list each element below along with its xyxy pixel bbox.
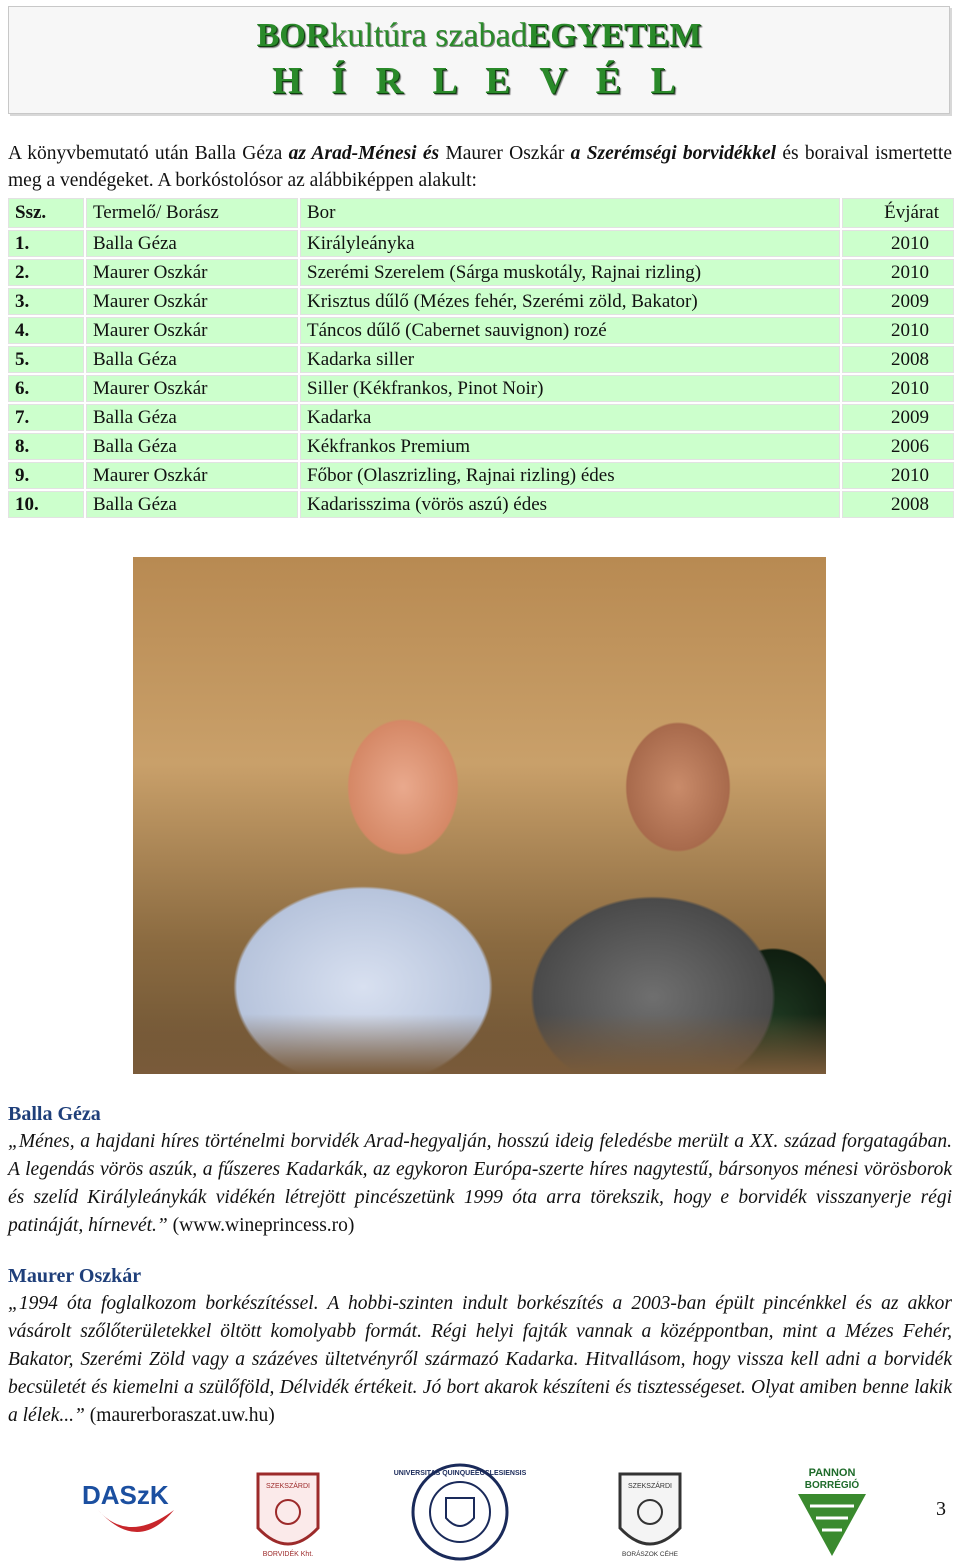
row-producer: Maurer Oszkár (86, 462, 298, 489)
intro-text-1: A könyvbemutató után Balla Géza (8, 143, 289, 164)
row-vintage: 2010 (842, 462, 954, 489)
row-number: 7. (8, 404, 84, 431)
row-vintage: 2006 (842, 433, 954, 460)
row-number: 5. (8, 346, 84, 373)
row-wine: Főbor (Olaszrizling, Rajnai rizling) édes (300, 462, 840, 489)
row-producer: Balla Géza (86, 433, 298, 460)
header-producer: Termelő/ Borász (86, 198, 298, 228)
universitas-seal-logo (393, 1462, 527, 1562)
table-row (8, 317, 954, 344)
table-row (8, 346, 954, 373)
svg-text:BORRÉGIÓ: BORRÉGIÓ (804, 1480, 860, 1491)
row-number: 10. (8, 491, 84, 518)
row-wine: Kadarka siller (300, 346, 840, 373)
table-row (8, 462, 954, 489)
brand-bor: BOR (256, 17, 331, 54)
intro-text-3: és boraival ismertette meg a vendégeket. A borkóstolósor az alábbiképpen alakult: (8, 143, 952, 191)
dasz-logo-text: DASzK (82, 1480, 169, 1510)
dasz-swoosh-icon (98, 1510, 174, 1532)
row-wine: Kadarka (300, 404, 840, 431)
row-vintage: 2010 (842, 375, 954, 402)
svg-text:PANNON: PANNON (808, 1467, 856, 1479)
intro-paragraph (8, 140, 952, 194)
svg-text:SZEKSZÁRDI: SZEKSZÁRDI (628, 1483, 672, 1490)
balla-website-link[interactable]: (www.wineprincess.ro) (167, 1215, 355, 1236)
newsletter-header (8, 6, 950, 114)
row-vintage: 2008 (842, 491, 954, 518)
row-producer: Balla Géza (86, 491, 298, 518)
szekszard-borvidek-logo (250, 1468, 326, 1560)
row-producer: Maurer Oszkár (86, 288, 298, 315)
pannon-borregio-logo (780, 1464, 884, 1560)
row-producer: Balla Géza (86, 230, 298, 257)
row-producer: Balla Géza (86, 346, 298, 373)
row-producer: Maurer Oszkár (86, 259, 298, 286)
header-wine: Bor (300, 198, 840, 228)
row-wine: Szerémi Szerelem (Sárga muskotály, Rajnai rizling) (300, 259, 840, 286)
row-vintage: 2009 (842, 288, 954, 315)
balla-quote: „Ménes, a hajdani híres történelmi borvidék Arad-hegyalján, hosszú ideig feledésbe merült a XX. század forgatagában. A legendás vörös aszúk, a fűszeres Kadarkák, az egykoron Európa-szerte híres nagytestű, bársonyos ménesi vörösborok és szelíd Királyleánykák vidékén létrejött pincészetünk 1999 óta arra törekszik, hogy e borvidék visszanyerje régi patináját, hírnevét.” (8, 1131, 952, 1236)
svg-text:SZEKSZÁRDI: SZEKSZÁRDI (266, 1483, 310, 1490)
row-producer: Maurer Oszkár (86, 375, 298, 402)
maurer-website-link[interactable]: (maurerboraszat.uw.hu) (84, 1405, 275, 1426)
table-row (8, 288, 954, 315)
brand-title (9, 17, 949, 55)
intro-emphasis-2: a Szerémségi borvidékkel (570, 143, 777, 164)
grape-bunch-icon (798, 1494, 866, 1556)
row-number: 3. (8, 288, 84, 315)
row-number: 6. (8, 375, 84, 402)
row-vintage: 2010 (842, 259, 954, 286)
table-header-row (8, 198, 954, 228)
row-wine: Siller (Kékfrankos, Pinot Noir) (300, 375, 840, 402)
row-number: 1. (8, 230, 84, 257)
svg-text:UNIVERSITAS QUINQUEECCLESIENSI: UNIVERSITAS QUINQUEECCLESIENSIS (393, 1470, 527, 1477)
balla-section (8, 1100, 952, 1240)
row-vintage: 2009 (842, 404, 954, 431)
table-row (8, 404, 954, 431)
row-wine: Krisztus dűlő (Mézes fehér, Szerémi zöld, Bakator) (300, 288, 840, 315)
svg-text:BORÁSZOK CÉHE: BORÁSZOK CÉHE (622, 1551, 678, 1558)
intro-text-2: Maurer Oszkár (439, 143, 571, 164)
sponsor-logos (0, 1460, 960, 1560)
borászok-cehe-logo (612, 1466, 688, 1562)
svg-text:BORVIDÉK Kht.: BORVIDÉK Kht. (262, 1551, 314, 1558)
row-producer: Maurer Oszkár (86, 317, 298, 344)
table-row (8, 433, 954, 460)
header-vintage: Évjárat (842, 198, 954, 228)
intro-emphasis-1: az Arad-Ménesi és (288, 143, 440, 164)
table-row (8, 259, 954, 286)
table-row (8, 230, 954, 257)
row-wine: Kékfrankos Premium (300, 433, 840, 460)
header-ssz: Ssz. (8, 198, 84, 228)
table-row (8, 375, 954, 402)
row-number: 9. (8, 462, 84, 489)
row-producer: Balla Géza (86, 404, 298, 431)
page-number: 3 (936, 1498, 946, 1520)
crest-icon (446, 1498, 474, 1526)
dasz-logo (78, 1474, 182, 1550)
row-wine: Táncos dűlő (Cabernet sauvignon) rozé (300, 317, 840, 344)
maurer-quote: „1994 óta foglalkozom borkészítéssel. A hobbi-szinten indult borkészítés a 2003-ban épült pincénkkel és az akkor vásárolt szőlőterületekkel öltött komolyabb formát. Régi helyi fajták vannak a középpontban, mint a Mézes Fehér, Bakator, Szerémi Zöld vagy a százéves ültetvényről származó Kadarka. Hitvallásom, hogy vissza kell adni a borvidék becsületét és kiemelni a szülőföld, Délvidék értékeit. Jó bort akarok készíteni és tisztességeset. Olyat amiben benne lakik a lélek...” (8, 1293, 952, 1426)
winemakers-photo (133, 557, 826, 1074)
balla-name: Balla Géza (8, 1103, 101, 1125)
row-vintage: 2010 (842, 230, 954, 257)
row-vintage: 2010 (842, 317, 954, 344)
row-wine: Királyleányka (300, 230, 840, 257)
row-wine: Kadarisszima (vörös aszú) édes (300, 491, 840, 518)
wine-tasting-table (6, 196, 956, 520)
maurer-section (8, 1262, 952, 1430)
brand-egyetem: EGYETEM (527, 17, 702, 54)
row-vintage: 2008 (842, 346, 954, 373)
row-number: 4. (8, 317, 84, 344)
table-row (8, 491, 954, 518)
newsletter-title: H Í R L E V É L (272, 60, 686, 102)
maurer-name: Maurer Oszkár (8, 1265, 142, 1287)
row-number: 8. (8, 433, 84, 460)
row-number: 2. (8, 259, 84, 286)
brand-kultura: kultúra szabad (330, 17, 528, 54)
